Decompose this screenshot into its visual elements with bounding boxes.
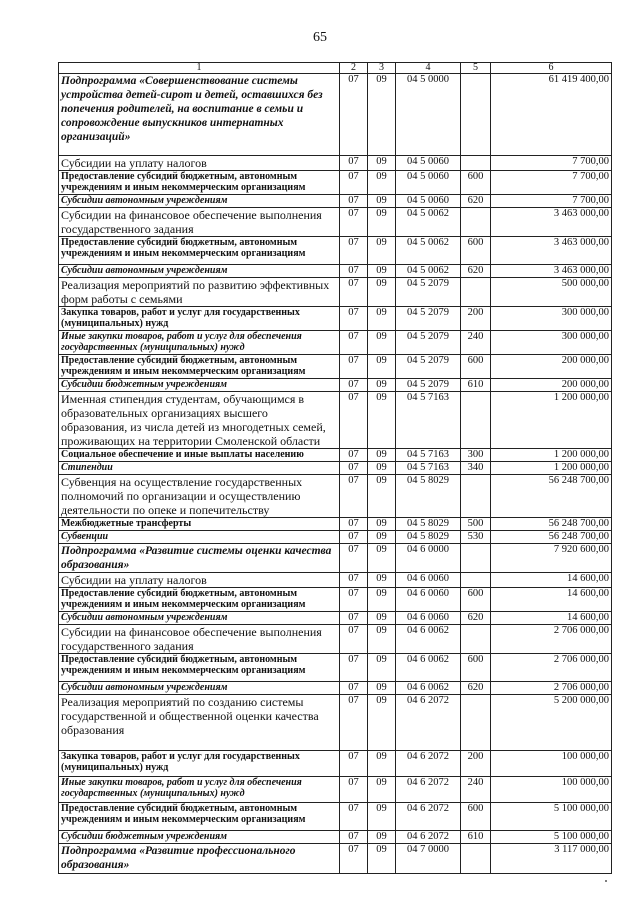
row-subsection: 09 xyxy=(368,331,396,355)
table-row xyxy=(59,392,612,449)
row-expense-type: 600 xyxy=(461,171,491,195)
table-row xyxy=(59,307,612,331)
row-target-article: 04 5 7163 xyxy=(396,392,461,449)
row-expense-type: 200 xyxy=(461,751,491,777)
row-section: 07 xyxy=(340,392,368,449)
row-section: 07 xyxy=(340,265,368,278)
row-section: 07 xyxy=(340,518,368,531)
row-subsection: 09 xyxy=(368,573,396,588)
table-row xyxy=(59,573,612,588)
row-amount: 2 706 000,00 xyxy=(491,654,612,682)
row-name: Именная стипендия студентам, обучающимся в образовательных организациях высшего образования, из числа детей из многодетных семей, проживающих на территории Смоленской области xyxy=(59,392,340,449)
row-section: 07 xyxy=(340,588,368,612)
row-section: 07 xyxy=(340,682,368,695)
row-name: Субсидии автономным учреждениям xyxy=(59,682,340,695)
row-target-article: 04 6 2072 xyxy=(396,695,461,751)
row-name: Социальное обеспечение и иные выплаты населению xyxy=(59,449,340,462)
row-section: 07 xyxy=(340,625,368,654)
row-section: 07 xyxy=(340,844,368,874)
row-subsection: 09 xyxy=(368,831,396,844)
row-expense-type: 530 xyxy=(461,531,491,544)
row-target-article: 04 6 0062 xyxy=(396,682,461,695)
row-target-article: 04 5 2079 xyxy=(396,355,461,379)
row-amount: 200 000,00 xyxy=(491,355,612,379)
table-row xyxy=(59,612,612,625)
row-section: 07 xyxy=(340,237,368,265)
row-subsection: 09 xyxy=(368,475,396,518)
table-row xyxy=(59,844,612,874)
row-subsection: 09 xyxy=(368,307,396,331)
row-subsection: 09 xyxy=(368,751,396,777)
row-amount: 2 706 000,00 xyxy=(491,682,612,695)
row-amount: 7 700,00 xyxy=(491,171,612,195)
row-expense-type: 600 xyxy=(461,355,491,379)
row-amount: 14 600,00 xyxy=(491,573,612,588)
row-expense-type xyxy=(461,392,491,449)
row-expense-type: 600 xyxy=(461,237,491,265)
row-amount: 14 600,00 xyxy=(491,588,612,612)
table-row xyxy=(59,449,612,462)
row-amount: 14 600,00 xyxy=(491,612,612,625)
row-subsection: 09 xyxy=(368,777,396,803)
row-name: Субсидии на уплату налогов xyxy=(59,156,340,171)
row-target-article: 04 5 8029 xyxy=(396,475,461,518)
table-header-row xyxy=(59,63,612,74)
row-expense-type: 300 xyxy=(461,449,491,462)
row-amount: 3 117 000,00 xyxy=(491,844,612,874)
row-section: 07 xyxy=(340,208,368,237)
row-target-article: 04 5 2079 xyxy=(396,307,461,331)
row-amount: 7 700,00 xyxy=(491,156,612,171)
row-subsection: 09 xyxy=(368,612,396,625)
row-expense-type xyxy=(461,844,491,874)
row-section: 07 xyxy=(340,544,368,573)
row-expense-type xyxy=(461,156,491,171)
table-row xyxy=(59,695,612,751)
row-subsection: 09 xyxy=(368,237,396,265)
row-expense-type xyxy=(461,475,491,518)
header-cell-section: 2 xyxy=(340,63,368,74)
row-amount: 61 419 400,00 xyxy=(491,74,612,156)
row-target-article: 04 6 2072 xyxy=(396,831,461,844)
row-amount: 5 200 000,00 xyxy=(491,695,612,751)
row-expense-type xyxy=(461,278,491,307)
row-section: 07 xyxy=(340,475,368,518)
row-subsection: 09 xyxy=(368,518,396,531)
row-name: Подпрограмма «Развитие системы оценки качества образования» xyxy=(59,544,340,573)
row-expense-type: 620 xyxy=(461,612,491,625)
row-target-article: 04 5 0062 xyxy=(396,237,461,265)
table-row xyxy=(59,777,612,803)
row-target-article: 04 5 0060 xyxy=(396,156,461,171)
row-name: Иные закупки товаров, работ и услуг для обеспечения государственных (муниципальных) нужд xyxy=(59,331,340,355)
row-section: 07 xyxy=(340,307,368,331)
row-name: Предоставление субсидий бюджетным, автономным учреждениям и иным некоммерческим организациям xyxy=(59,588,340,612)
table-row xyxy=(59,654,612,682)
row-subsection: 09 xyxy=(368,379,396,392)
row-section: 07 xyxy=(340,74,368,156)
row-name: Субвенция на осуществление государственных полномочий по организации и осуществлению деятельности по опеке и попечительству xyxy=(59,475,340,518)
row-section: 07 xyxy=(340,195,368,208)
row-name: Субсидии бюджетным учреждениям xyxy=(59,379,340,392)
row-section: 07 xyxy=(340,751,368,777)
row-name: Реализация мероприятий по созданию системы государственной и общественной оценки качества образования xyxy=(59,695,340,751)
row-amount: 1 200 000,00 xyxy=(491,462,612,475)
row-amount: 100 000,00 xyxy=(491,777,612,803)
row-subsection: 09 xyxy=(368,682,396,695)
table-row xyxy=(59,208,612,237)
row-expense-type: 620 xyxy=(461,265,491,278)
row-section: 07 xyxy=(340,695,368,751)
table-row xyxy=(59,831,612,844)
row-expense-type: 240 xyxy=(461,331,491,355)
row-section: 07 xyxy=(340,654,368,682)
row-expense-type: 600 xyxy=(461,588,491,612)
row-section: 07 xyxy=(340,573,368,588)
row-section: 07 xyxy=(340,612,368,625)
row-target-article: 04 6 2072 xyxy=(396,751,461,777)
row-expense-type: 340 xyxy=(461,462,491,475)
row-expense-type: 600 xyxy=(461,654,491,682)
row-amount: 300 000,00 xyxy=(491,331,612,355)
row-target-article: 04 5 8029 xyxy=(396,531,461,544)
row-name: Предоставление субсидий бюджетным, автономным учреждениям и иным некоммерческим организациям xyxy=(59,803,340,831)
row-expense-type: 600 xyxy=(461,803,491,831)
row-section: 07 xyxy=(340,171,368,195)
row-target-article: 04 7 0000 xyxy=(396,844,461,874)
row-subsection: 09 xyxy=(368,588,396,612)
table-row xyxy=(59,682,612,695)
row-amount: 1 200 000,00 xyxy=(491,449,612,462)
row-amount: 300 000,00 xyxy=(491,307,612,331)
row-name: Субсидии автономным учреждениям xyxy=(59,195,340,208)
row-section: 07 xyxy=(340,462,368,475)
header-cell-name: 1 xyxy=(59,63,340,74)
row-section: 07 xyxy=(340,278,368,307)
row-expense-type: 610 xyxy=(461,831,491,844)
table-row xyxy=(59,156,612,171)
row-section: 07 xyxy=(340,379,368,392)
table-row xyxy=(59,531,612,544)
row-name: Иные закупки товаров, работ и услуг для обеспечения государственных (муниципальных) нужд xyxy=(59,777,340,803)
row-name: Закупка товаров, работ и услуг для государственных (муниципальных) нужд xyxy=(59,751,340,777)
row-expense-type: 620 xyxy=(461,682,491,695)
row-expense-type xyxy=(461,625,491,654)
row-section: 07 xyxy=(340,156,368,171)
row-subsection: 09 xyxy=(368,392,396,449)
row-target-article: 04 6 0000 xyxy=(396,544,461,573)
row-expense-type xyxy=(461,573,491,588)
row-amount: 5 100 000,00 xyxy=(491,831,612,844)
row-target-article: 04 5 8029 xyxy=(396,518,461,531)
row-section: 07 xyxy=(340,449,368,462)
table-row xyxy=(59,803,612,831)
row-name: Субсидии автономным учреждениям xyxy=(59,265,340,278)
row-amount: 500 000,00 xyxy=(491,278,612,307)
row-target-article: 04 5 0000 xyxy=(396,74,461,156)
row-subsection: 09 xyxy=(368,531,396,544)
row-name: Реализация мероприятий по развитию эффективных форм работы с семьями xyxy=(59,278,340,307)
row-subsection: 09 xyxy=(368,195,396,208)
row-amount: 7 700,00 xyxy=(491,195,612,208)
budget-table xyxy=(58,62,612,874)
table-row xyxy=(59,331,612,355)
row-target-article: 04 6 0060 xyxy=(396,588,461,612)
row-name: Субсидии на уплату налогов xyxy=(59,573,340,588)
row-amount: 3 463 000,00 xyxy=(491,265,612,278)
row-expense-type: 500 xyxy=(461,518,491,531)
row-name: Субсидии на финансовое обеспечение выполнения государственного задания xyxy=(59,208,340,237)
row-target-article: 04 6 2072 xyxy=(396,777,461,803)
row-target-article: 04 5 0060 xyxy=(396,171,461,195)
row-name: Предоставление субсидий бюджетным, автономным учреждениям и иным некоммерческим организациям xyxy=(59,355,340,379)
header-cell-target: 4 xyxy=(396,63,461,74)
row-subsection: 09 xyxy=(368,544,396,573)
table-row xyxy=(59,751,612,777)
row-name: Предоставление субсидий бюджетным, автономным учреждениям и иным некоммерческим организациям xyxy=(59,654,340,682)
row-subsection: 09 xyxy=(368,654,396,682)
table-row xyxy=(59,195,612,208)
header-cell-amount: 6 xyxy=(491,63,612,74)
row-target-article: 04 6 0060 xyxy=(396,573,461,588)
table-row xyxy=(59,379,612,392)
row-subsection: 09 xyxy=(368,625,396,654)
row-name: Субсидии на финансовое обеспечение выполнения государственного задания xyxy=(59,625,340,654)
row-section: 07 xyxy=(340,803,368,831)
row-amount: 3 463 000,00 xyxy=(491,237,612,265)
table-row xyxy=(59,171,612,195)
row-expense-type xyxy=(461,208,491,237)
row-amount: 2 706 000,00 xyxy=(491,625,612,654)
row-amount: 3 463 000,00 xyxy=(491,208,612,237)
row-name: Закупка товаров, работ и услуг для государственных (муниципальных) нужд xyxy=(59,307,340,331)
row-name: Субсидии автономным учреждениям xyxy=(59,612,340,625)
row-name: Субсидии бюджетным учреждениям xyxy=(59,831,340,844)
row-target-article: 04 5 0060 xyxy=(396,195,461,208)
scan-dot xyxy=(605,880,607,882)
row-amount: 200 000,00 xyxy=(491,379,612,392)
row-expense-type: 610 xyxy=(461,379,491,392)
table-row xyxy=(59,588,612,612)
row-name: Стипендии xyxy=(59,462,340,475)
row-target-article: 04 5 2079 xyxy=(396,278,461,307)
table-row xyxy=(59,265,612,278)
table-row xyxy=(59,462,612,475)
row-amount: 100 000,00 xyxy=(491,751,612,777)
row-subsection: 09 xyxy=(368,844,396,874)
row-target-article: 04 6 0060 xyxy=(396,612,461,625)
header-cell-expense-type: 5 xyxy=(461,63,491,74)
row-subsection: 09 xyxy=(368,156,396,171)
row-target-article: 04 5 0062 xyxy=(396,208,461,237)
table-row xyxy=(59,237,612,265)
row-expense-type xyxy=(461,74,491,156)
row-expense-type: 620 xyxy=(461,195,491,208)
row-subsection: 09 xyxy=(368,355,396,379)
row-subsection: 09 xyxy=(368,265,396,278)
row-target-article: 04 6 0062 xyxy=(396,654,461,682)
table-row xyxy=(59,625,612,654)
row-target-article: 04 5 7163 xyxy=(396,449,461,462)
row-subsection: 09 xyxy=(368,803,396,831)
row-section: 07 xyxy=(340,331,368,355)
row-amount: 1 200 000,00 xyxy=(491,392,612,449)
row-amount: 56 248 700,00 xyxy=(491,518,612,531)
row-subsection: 09 xyxy=(368,449,396,462)
header-cell-subsection: 3 xyxy=(368,63,396,74)
row-amount: 5 100 000,00 xyxy=(491,803,612,831)
row-target-article: 04 5 0062 xyxy=(396,265,461,278)
row-expense-type: 240 xyxy=(461,777,491,803)
row-section: 07 xyxy=(340,831,368,844)
row-subsection: 09 xyxy=(368,462,396,475)
row-name: Предоставление субсидий бюджетным, автономным учреждениям и иным некоммерческим организациям xyxy=(59,237,340,265)
row-section: 07 xyxy=(340,531,368,544)
table-row xyxy=(59,74,612,156)
row-subsection: 09 xyxy=(368,278,396,307)
row-expense-type xyxy=(461,544,491,573)
table-row xyxy=(59,544,612,573)
table-row xyxy=(59,355,612,379)
row-target-article: 04 6 2072 xyxy=(396,803,461,831)
row-target-article: 04 6 0062 xyxy=(396,625,461,654)
page-number: 65 xyxy=(313,30,327,45)
row-name: Подпрограмма «Совершенствование системы устройства детей-сирот и детей, оставшихся без попечения родителей, на воспитание в семьи и сопровождение выпускников интернатных организаций» xyxy=(59,74,340,156)
row-subsection: 09 xyxy=(368,695,396,751)
row-expense-type: 200 xyxy=(461,307,491,331)
row-subsection: 09 xyxy=(368,171,396,195)
table-row xyxy=(59,475,612,518)
row-subsection: 09 xyxy=(368,74,396,156)
row-name: Субвенции xyxy=(59,531,340,544)
row-amount: 56 248 700,00 xyxy=(491,475,612,518)
row-target-article: 04 5 7163 xyxy=(396,462,461,475)
row-target-article: 04 5 2079 xyxy=(396,331,461,355)
row-section: 07 xyxy=(340,777,368,803)
row-name: Предоставление субсидий бюджетным, автономным учреждениям и иным некоммерческим организациям xyxy=(59,171,340,195)
row-subsection: 09 xyxy=(368,208,396,237)
row-target-article: 04 5 2079 xyxy=(396,379,461,392)
row-name: Межбюджетные трансферты xyxy=(59,518,340,531)
row-expense-type xyxy=(461,695,491,751)
row-section: 07 xyxy=(340,355,368,379)
row-amount: 7 920 600,00 xyxy=(491,544,612,573)
row-name: Подпрограмма «Развитие профессионального образования» xyxy=(59,844,340,874)
table-row xyxy=(59,518,612,531)
table-row xyxy=(59,278,612,307)
row-amount: 56 248 700,00 xyxy=(491,531,612,544)
